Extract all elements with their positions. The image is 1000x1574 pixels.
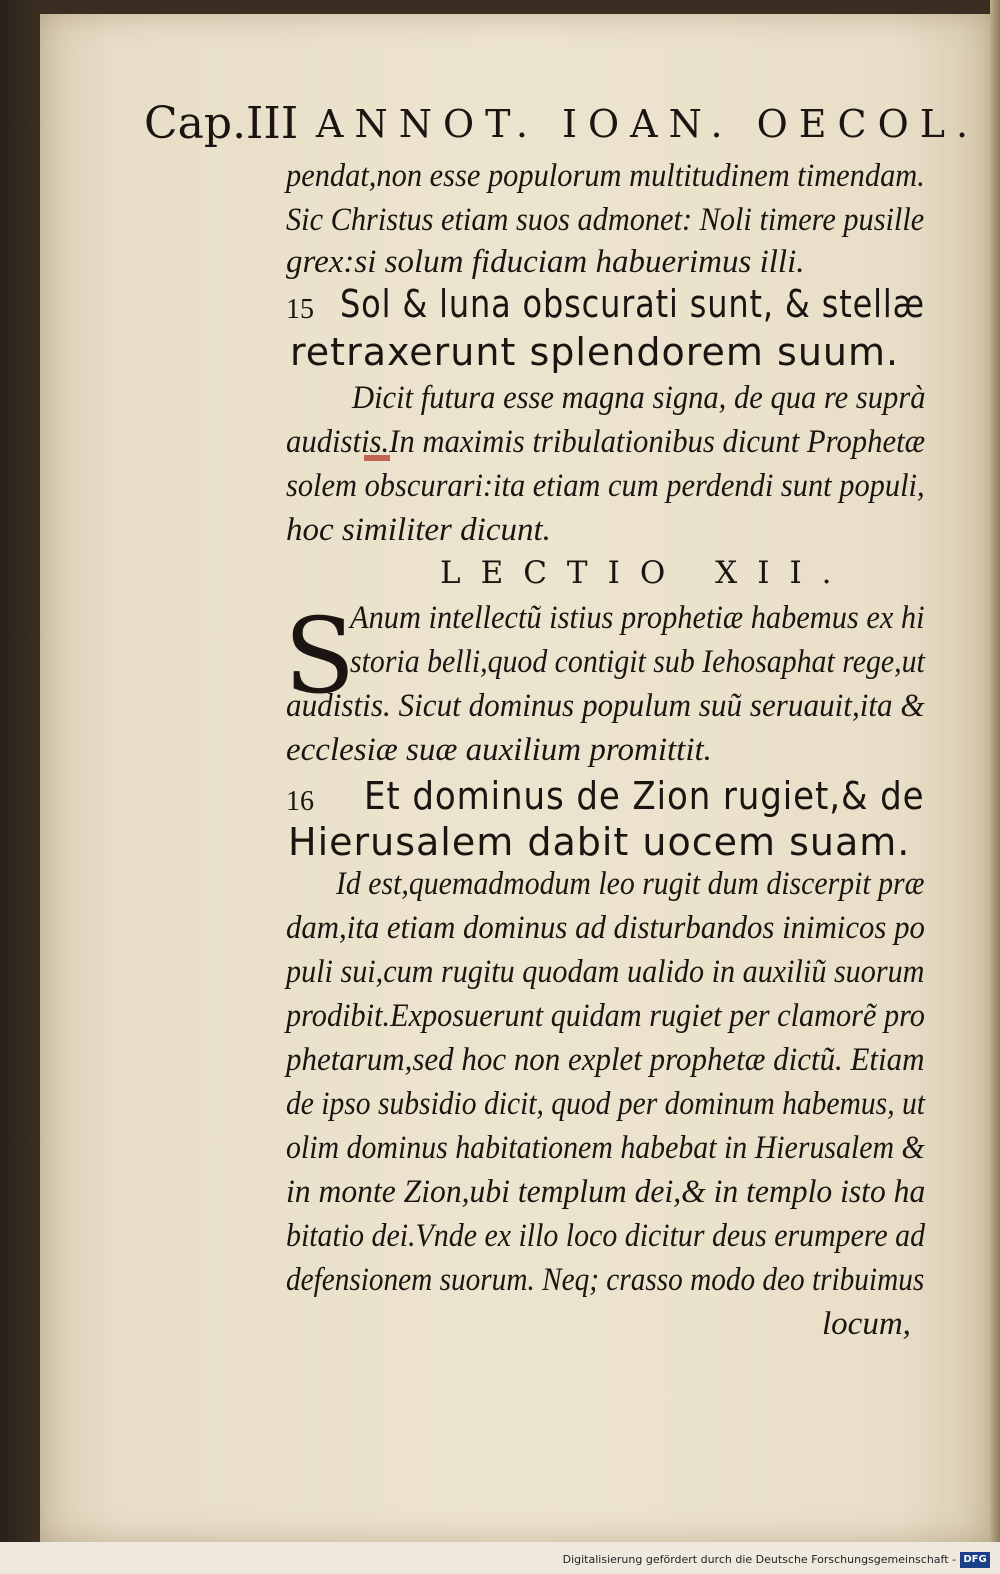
text-line: ecclesiæ suæ auxilium promittit. <box>286 732 712 768</box>
dfg-logo: DFG <box>960 1552 990 1568</box>
drop-cap-initial: S <box>284 595 356 717</box>
chapter-marker: Cap.III <box>144 98 299 149</box>
catchword: locum, <box>822 1306 911 1342</box>
text-line: defensionem suorum. Neq; crasso modo deo tribuimus <box>286 1262 925 1298</box>
verse-text: Et dominus de Zion rugiet,& de <box>364 774 925 818</box>
text-line: puli sui,cum rugitu quodam ualido in auxiliũ suorum <box>286 954 925 990</box>
section-heading: LECTIO XII. <box>440 555 852 591</box>
text-line: pendat,non esse populorum multitudinem timendam. <box>286 158 925 194</box>
text-line: phetarum,sed hoc non explet prophetæ dictũ. Etiam <box>286 1042 925 1078</box>
verse-text: Hierusalem dabit uocem suam. <box>288 820 911 864</box>
verse-text: Sol & luna obscurati sunt, & stellæ <box>340 282 925 326</box>
text-line: Dicit futura esse magna signa, de qua re suprà <box>352 380 926 416</box>
text-line: audistis. Sicut dominus populum suũ seruauit,ita & <box>286 688 925 724</box>
text-line: prodibit.Exposuerunt quidam rugiet per clamorẽ pro <box>286 998 925 1034</box>
text-line: hoc similiter dicunt. <box>286 512 551 548</box>
text-line: Anum intellectũ istius prophetiæ habemus ex hi <box>350 600 925 636</box>
text-line: audistis.In maximis tribulationibus dicunt Prophetæ <box>286 424 926 460</box>
running-title: ANNOT. IOAN. OECOL. <box>316 102 980 146</box>
text-line: olim dominus habitationem habebat in Hierusalem & <box>286 1130 925 1166</box>
text-line: grex:si solum fiduciam habuerimus illi. <box>286 244 805 280</box>
text-line: bitatio dei.Vnde ex illo loco dicitur deus erumpere ad <box>286 1218 926 1254</box>
text-line: Id est,quemadmodum leo rugit dum discerpit præ <box>336 866 925 902</box>
text-line: storia belli,quod contigit sub Iehosaphat rege,ut <box>350 644 925 680</box>
funding-credit: Digitalisierung gefördert durch die Deutsche Forschungsgemeinschaft - <box>562 1553 956 1566</box>
book-binding-left <box>0 0 40 1574</box>
text-line: solem obscurari:ita etiam cum perdendi sunt populi, <box>286 468 925 504</box>
text-line: in monte Zion,ubi templum dei,& in templo isto ha <box>286 1174 926 1210</box>
text-line: Sic Christus etiam suos admonet: Noli timere pusille <box>286 202 925 238</box>
verse-text: retraxerunt splendorem suum. <box>290 330 900 374</box>
text-line: de ipso subsidio dicit, quod per dominum habemus, ut <box>286 1086 925 1122</box>
page-edge-right <box>990 0 1000 1574</box>
verse-number: 15 <box>286 294 314 325</box>
verse-number: 16 <box>286 786 314 817</box>
text-line: dam,ita etiam dominus ad disturbandos inimicos po <box>286 910 925 946</box>
